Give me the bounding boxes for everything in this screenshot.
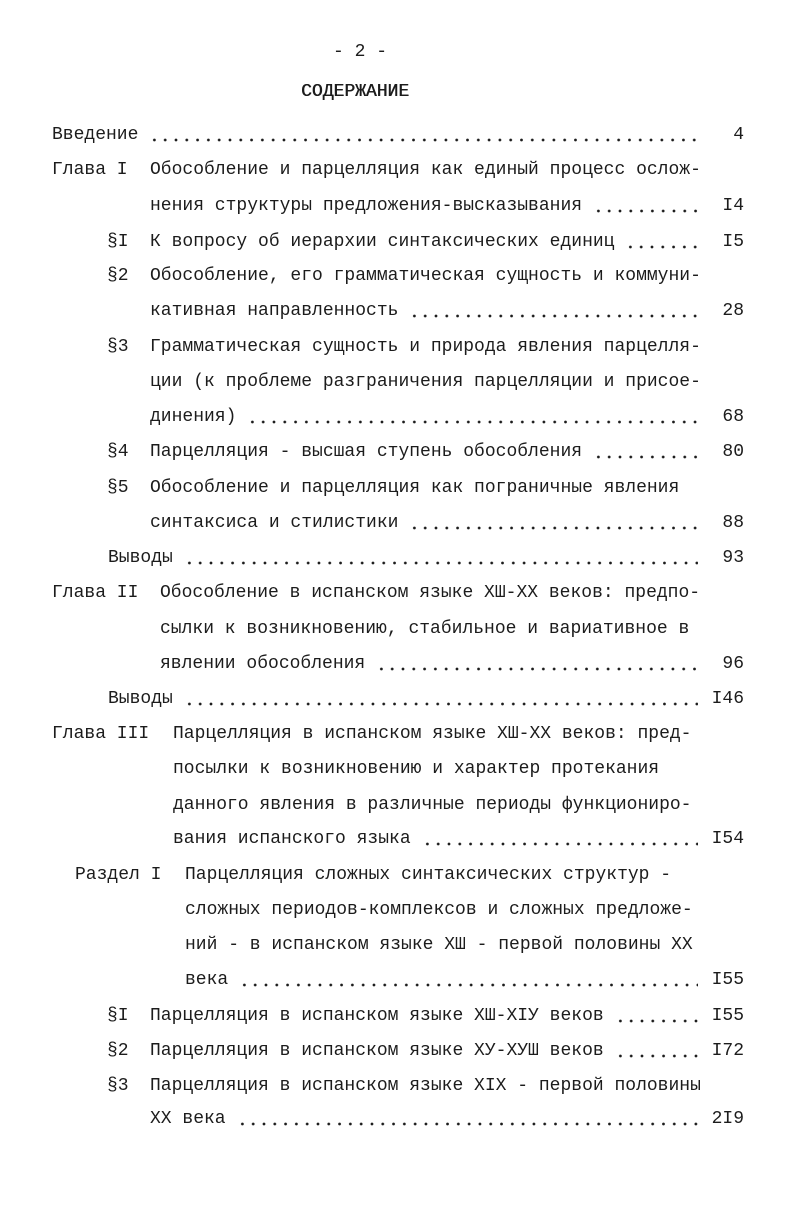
entry-label: §I [107, 232, 129, 252]
entry-title-line: К вопросу об иерархии синтаксических единиц [150, 232, 615, 252]
page-ref: 96 [722, 654, 744, 674]
entry-title-line: Парцелляция в испанском языке XШ-XX веков: пред- [173, 724, 692, 744]
toc-entry-row [185, 969, 744, 991]
dot-leader [625, 245, 698, 249]
entry-title-line: Выводы [108, 689, 173, 709]
page-ref: 93 [722, 548, 744, 568]
toc-entry-row [160, 653, 744, 675]
dot-leader [184, 702, 698, 706]
entry-title-line: синтаксиса и стилистики [150, 513, 399, 533]
page-title: СОДЕРЖАНИЕ [301, 82, 410, 102]
entry-title-line: данного явления в различные периоды функциониро- [173, 795, 692, 815]
dot-leader [615, 1019, 698, 1023]
page-ref: I72 [711, 1041, 744, 1061]
entry-title-line: Введение [52, 125, 139, 145]
toc-entry-row [108, 688, 744, 710]
page-ref: I54 [711, 829, 744, 849]
page-ref: 2I9 [711, 1109, 744, 1129]
toc-entry-row [108, 547, 744, 569]
entry-label: §3 [107, 1076, 129, 1096]
page-ref: I55 [711, 1006, 744, 1026]
entry-title-line: Выводы [108, 548, 173, 568]
entry-title-line: Обособление и парцелляция как единый процесс ослож- [150, 160, 701, 180]
page-ref: I5 [722, 232, 744, 252]
dot-leader [422, 842, 698, 846]
entry-title-line: сложных периодов-комплексов и сложных предложе- [185, 900, 693, 920]
entry-title-line: посылки к возникновению и характер протекания [173, 759, 660, 779]
dot-leader [376, 667, 698, 671]
page-number: - 2 - [333, 42, 388, 62]
entry-title-line: сылки к возникновению, стабильное и вариативное в [160, 619, 690, 639]
page-ref: I46 [711, 689, 744, 709]
entry-label: Глава III [52, 724, 150, 744]
entry-label: Глава I [52, 160, 128, 180]
entry-title-line: Грамматическая сущность и природа явления парцелля- [150, 337, 701, 357]
entry-title-line: явлении обособления [160, 654, 366, 674]
entry-title-line: века [185, 970, 229, 990]
entry-label: §3 [107, 337, 129, 357]
entry-label: §2 [107, 266, 129, 286]
toc-entry-row [150, 1040, 744, 1062]
entry-label: §I [107, 1006, 129, 1026]
entry-title-line: Парцелляция - высшая ступень обособления [150, 442, 583, 462]
dot-leader [184, 561, 698, 565]
entry-label: §5 [107, 478, 129, 498]
entry-title-line: ции (к проблеме разграничения парцелляции и присое- [150, 372, 701, 392]
page-ref: 4 [733, 125, 744, 145]
entry-label: Глава II [52, 583, 139, 603]
dot-leader [593, 209, 698, 213]
page-ref: 28 [722, 301, 744, 321]
entry-title-line: нения структуры предложения-высказывания [150, 196, 583, 216]
page-ref: I4 [722, 196, 744, 216]
entry-title-line: Парцелляция сложных синтаксических структур - [185, 865, 672, 885]
entry-title-line: Парцелляция в испанском языке XШ-XIУ веков [150, 1006, 604, 1026]
entry-title-line: ний - в испанском языке XШ - первой половины XX [185, 935, 693, 955]
dot-leader [409, 314, 698, 318]
toc-entry-row [150, 231, 744, 253]
dot-leader [615, 1054, 698, 1058]
entry-title-line: Парцелляция в испанском языке XIX - первой половины [150, 1076, 701, 1096]
toc-entry-row [173, 828, 744, 850]
dot-leader [149, 138, 698, 142]
entry-title-line: XX века [150, 1109, 226, 1129]
toc-entry-row [150, 1108, 744, 1130]
entry-title-line: кативная направленность [150, 301, 399, 321]
entry-title-line: Обособление в испанском языке XШ-XX веков: предпо- [160, 583, 701, 603]
dot-leader [593, 455, 698, 459]
toc-entry-row [52, 124, 744, 146]
page-ref: I55 [711, 970, 744, 990]
page-ref: 68 [722, 407, 744, 427]
entry-title-line: Парцелляция в испанском языке XУ-XУШ веков [150, 1041, 604, 1061]
entry-title-line: вания испанского языка [173, 829, 411, 849]
entry-label: §4 [107, 442, 129, 462]
entry-title-line: динения) [150, 407, 237, 427]
entry-title-line: Обособление, его грамматическая сущность и коммуни- [150, 266, 701, 286]
toc-entry-row [150, 195, 744, 217]
toc-entry-row [150, 512, 744, 534]
toc-entry-row [150, 406, 744, 428]
toc-entry-row [150, 300, 744, 322]
entry-title-line: Обособление и парцелляция как пограничные явления [150, 478, 680, 498]
dot-leader [237, 1122, 698, 1126]
dot-leader [247, 420, 698, 424]
page-ref: 88 [722, 513, 744, 533]
toc-entry-row [150, 1005, 744, 1027]
entry-label: §2 [107, 1041, 129, 1061]
toc-entry-row [150, 441, 744, 463]
page-ref: 80 [722, 442, 744, 462]
dot-leader [239, 983, 698, 987]
entry-label: Раздел I [75, 865, 162, 885]
dot-leader [409, 526, 698, 530]
